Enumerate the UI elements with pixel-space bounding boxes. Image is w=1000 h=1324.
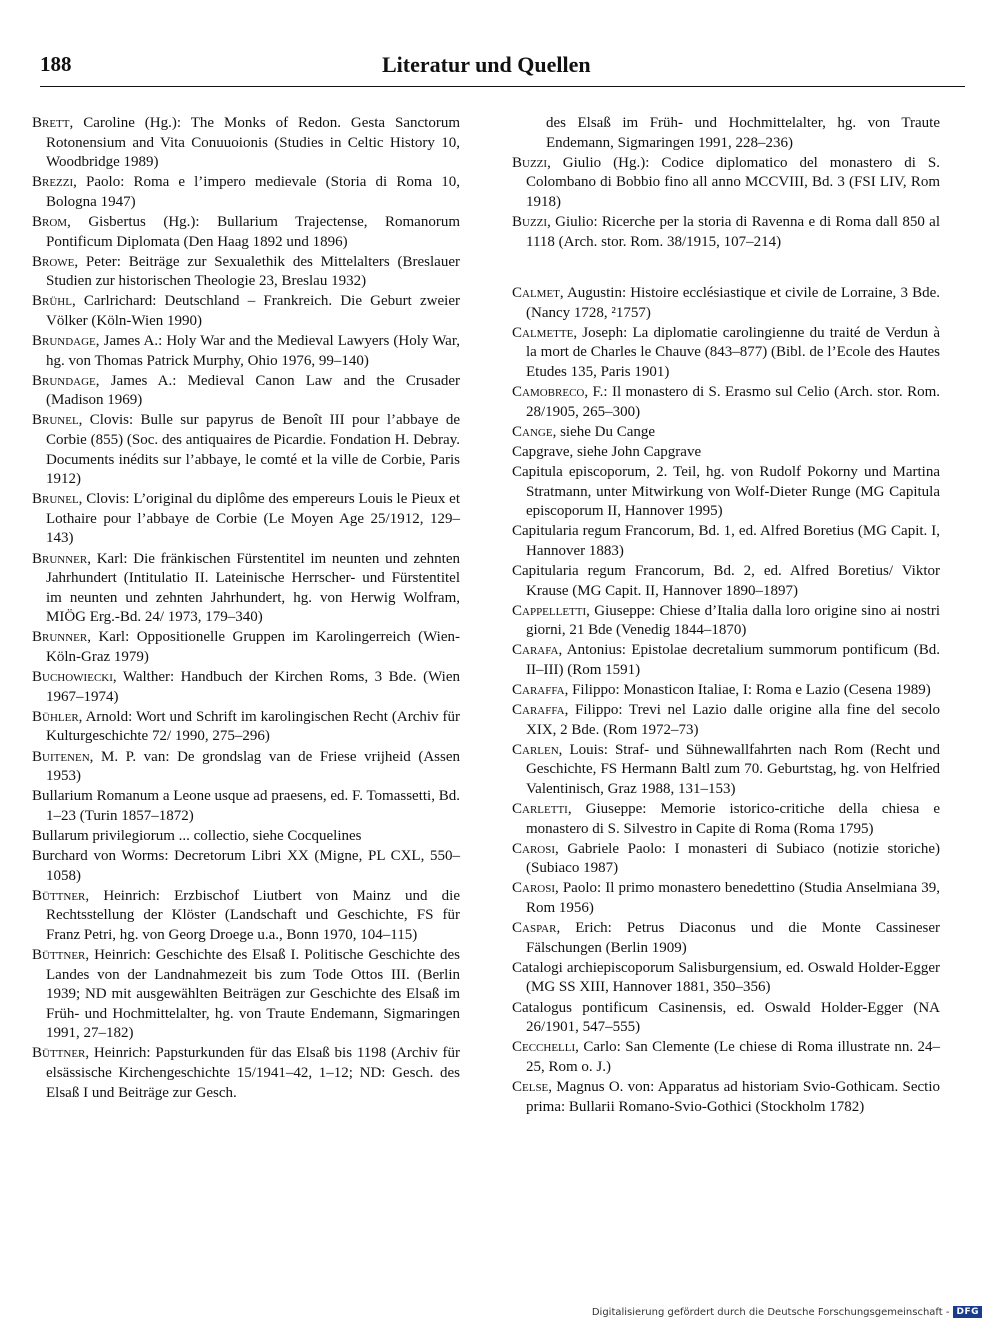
- bibliography-entry: [512, 741, 940, 800]
- bibliography-entry: [32, 887, 460, 946]
- entry-text: , Caroline (Hg.): The Monks of Redon. Gesta Sanctorum Rotonensium and Vita Conuuoionis (Studies in Celtic History 10, Woodbridge 1989): [46, 115, 460, 171]
- entry-text: Capitularia regum Francorum, Bd. 1, ed. Alfred Boretius (MG Capit. I, Hannover 1883): [512, 523, 940, 559]
- entry-text: , Karl: Oppositionelle Gruppen im Karolingerreich (Wien-Köln-Graz 1979): [46, 629, 460, 666]
- entry-author: Brunner: [32, 629, 88, 646]
- entry-text: , Erich: Petrus Diaconus und die Monte Cassineser Fälschungen (Berlin 1909): [526, 920, 940, 956]
- entry-text: , Magnus O. von: Apparatus ad historiam Svio-Gothicam. Sectio prima: Bullarii Romano-Svio-Gothici (Stockholm 1782): [526, 1078, 940, 1115]
- entry-text: , Antonius: Epistolae decretalium summorum pontificum (Bd. II–III) (Rom 1591): [526, 642, 940, 678]
- entry-author: Calmet: [512, 285, 560, 302]
- entry-text: Catalogus pontificum Casinensis, ed. Oswald Holder-Egger (NA 26/1901, 547–555): [512, 999, 940, 1036]
- bibliography-entry: [512, 463, 940, 522]
- bibliography-entry: [32, 411, 460, 489]
- entry-text: , F.: Il monastero di S. Erasmo sul Celio (Arch. stor. Rom. 28/1905, 265–300): [526, 384, 940, 420]
- entry-author: Brom: [32, 213, 68, 230]
- entry-author: Buzzi: [512, 154, 548, 171]
- entry-author: Brunel: [32, 412, 79, 429]
- bibliography-entry: [32, 827, 460, 847]
- bibliography-entry: [32, 668, 460, 707]
- entry-text: , Peter: Beiträge zur Sexualethik des Mittelalters (Breslauer Studien zur historischen Theologie 23, Breslau 1932): [46, 253, 460, 290]
- entry-author: Büttner: [32, 1045, 86, 1062]
- entry-author: Cecchelli: [512, 1039, 576, 1056]
- bibliography-entry: [32, 628, 460, 667]
- bibliography-entry: [32, 490, 460, 549]
- entry-text: , Heinrich: Erzbischof Liutbert von Mainz und die Rechtsstellung der Klöster (Landschaft und Geschichte, FS für Franz Petri, hg. von Georg Droege u.a., Bonn 1970, 104–115): [46, 887, 460, 943]
- entry-author: Büttner: [32, 946, 86, 963]
- entry-author: Bühler: [32, 708, 79, 725]
- bibliography-entry: [32, 173, 460, 212]
- entry-text: , Giuseppe: Chiese d’Italia dalla loro origine sino ai nostri giorni, 21 Bde (Venedig 1844–1870): [526, 602, 940, 639]
- bibliography-entry: [512, 641, 940, 680]
- page-header: [40, 52, 965, 87]
- entry-author: Brett: [32, 115, 70, 131]
- bibliography-entry: [512, 383, 940, 422]
- bibliography-entry: [32, 332, 460, 371]
- bibliography-entry: [32, 372, 460, 411]
- entry-author: Camobreco: [512, 384, 585, 401]
- bibliography-entry: [32, 708, 460, 747]
- bibliography-entry: [512, 114, 940, 153]
- entry-author: Caspar: [512, 920, 557, 937]
- bibliography-entry: [512, 423, 940, 443]
- entry-text: Capitula episcoporum, 2. Teil, hg. von Rudolf Pokorny und Martina Stratmann, unter Mitwirkung von Wolf-Dieter Runge (MG Capitula episcoporum II, Hannover 1995): [512, 464, 940, 520]
- entry-text: , Gabriele Paolo: I monasteri di Subiaco (notizie storiche) (Subiaco 1987): [526, 840, 940, 877]
- entry-author: Brezzi: [32, 174, 74, 191]
- entry-text: Burchard von Worms: Decretorum Libri XX (Migne, PL CXL, 550–1058): [32, 847, 460, 884]
- entry-text: , Carlrichard: Deutschland – Frankreich. Die Geburt zweier Völker (Köln-Wien 1990): [46, 293, 460, 329]
- entry-text: , James A.: Holy War and the Medieval Lawyers (Holy War, hg. von Thomas Patrick Murphy, Ohio 1976, 99–140): [46, 333, 460, 369]
- entry-author: Brühl: [32, 293, 72, 310]
- entry-author: Caraffa: [512, 702, 565, 719]
- footer: [592, 1306, 982, 1318]
- entry-text: , Giulio (Hg.): Codice diplomatico del monastero di S. Colombano di Bobbio fino all anno MCCVIII, Bd. 3 (FSI LIV, Rom 1918): [526, 154, 940, 210]
- bibliography-entry: [512, 602, 940, 641]
- entry-text: , Carlo: San Clemente (Le chiese di Roma illustrate nn. 24–25, Rom o. J.): [526, 1039, 940, 1075]
- bibliography-entry: [512, 800, 940, 839]
- entry-author: Celse: [512, 1078, 549, 1095]
- entry-text: Bullarum privilegiorum ... collectio, siehe Cocquelines: [32, 827, 362, 844]
- bibliography-entry: [32, 253, 460, 292]
- entry-text: , Augustin: Histoire ecclésiastique et civile de Lorraine, 3 Bde. (Nancy 1728, ²1757): [526, 285, 940, 321]
- bibliography-entry: [512, 213, 940, 252]
- bibliography-entry: [32, 114, 460, 173]
- entry-author: Calmette: [512, 324, 574, 341]
- entry-text: , siehe Du Cange: [552, 423, 656, 440]
- entry-text: , Filippo: Monasticon Italiae, I: Roma e Lazio (Cesena 1989): [564, 682, 931, 699]
- bibliography-entry: [512, 284, 940, 323]
- entry-author: Brundage: [32, 333, 96, 350]
- entry-text: des Elsaß im Früh- und Hochmittelalter, hg. von Traute Endemann, Sigmaringen 1991, 228–236): [546, 115, 940, 151]
- bibliography-entry: [512, 562, 940, 601]
- entry-author: Brunner: [32, 550, 88, 567]
- entry-author: Buitenen: [32, 748, 90, 765]
- entry-author: Carlen: [512, 741, 559, 758]
- bibliography-entry: [512, 840, 940, 879]
- bibliography-entry: [512, 324, 940, 383]
- entry-text: , Joseph: La diplomatie carolingienne du traité de Verdun à la mort de Charles le Chauve (843–877) (Bibl. de l’Ecole des Hautes Etudes 135, Paris 1901): [526, 324, 940, 381]
- bibliography-entry: [32, 748, 460, 787]
- entry-text: , Walther: Handbuch der Kirchen Roms, 3 Bde. (Wien 1967–1974): [46, 669, 460, 705]
- entry-author: Caraffa: [512, 682, 565, 699]
- footer-text: Digitalisierung gefördert durch die Deutsche Forschungsgemeinschaft -: [591, 1306, 950, 1318]
- entry-text: Capgrave, siehe John Capgrave: [512, 443, 702, 460]
- entry-author: Carosi: [512, 880, 556, 897]
- entry-text: , Giuseppe: Memorie istorico-critiche della chiesa e monastero di S. Silvestro in Capite di Roma (Roma 1795): [526, 801, 940, 837]
- entry-text: , Heinrich: Papsturkunden für das Elsaß bis 1198 (Archiv für elsässische Kirchengeschichte 15/1941–42, 1–12; ND: Gesch. des Elsaß I und Beiträge zur Gesch.: [46, 1045, 460, 1101]
- entry-text: , Heinrich: Geschichte des Elsaß I. Politische Geschichte des Landes von der Landnahmezeit bis zum Tode Ottos III. (Berlin 1939; ND mit ausgewählten Beiträgen zur Geschichte des Elsaß im Früh- und Hochmittelalter, hg. von Traute Endemann, Sigmaringen 1991, 27–182): [46, 946, 460, 1042]
- bibliography-entry: [512, 959, 940, 998]
- entry-text: , Karl: Die fränkischen Fürstentitel im neunten und zehnten Jahrhundert (Intitulatio II. Lateinische Herrscher- und Fürstentitel im neunten und zehnten Jahrhundert, hg. von Herwig Wolfram, MIÖG Erg.-Bd. 24/ 1973, 179–340): [46, 550, 460, 626]
- running-title: Literatur und Quellen: [382, 52, 591, 77]
- entry-text: , James A.: Medieval Canon Law and the Crusader (Madison 1969): [46, 372, 460, 409]
- entry-text: , Giulio: Ricerche per la storia di Ravenna e di Roma dall 850 al 1118 (Arch. stor. Rom. 38/1915, 107–214): [526, 213, 940, 250]
- entry-text: Capitularia regum Francorum, Bd. 2, ed. Alfred Boretius/ Viktor Krause (MG Capit. II, Hannover 1890–1897): [512, 562, 940, 599]
- dfg-logo: DFG: [953, 1306, 982, 1318]
- entry-text: , Arnold: Wort und Schrift im karolingischen Recht (Archiv für Kulturgeschichte 72/ 1990, 275–296): [46, 708, 460, 745]
- entry-text: , Gisbertus (Hg.): Bullarium Trajectense, Romanorum Pontificum Diplomata (Den Haag 1892 und 1896): [46, 213, 460, 250]
- entry-text: , Clovis: Bulle sur papyrus de Benoît III pour l’abbaye de Corbie (855) (Soc. des antiquaires de Picardie. Fondation H. Debray. Documents inédits sur l’abbaye, le comté et la ville de Corbie, Paris 1912): [46, 412, 460, 488]
- entry-text: , Paolo: Roma e l’impero medievale (Storia di Roma 10, Bologna 1947): [46, 174, 460, 210]
- entry-text: , Paolo: Il primo monastero benedettino (Studia Anselmiana 39, Rom 1956): [526, 880, 940, 917]
- bibliography-entry: [512, 1078, 940, 1117]
- entry-author: Buchowiecki: [32, 669, 113, 686]
- bibliography-entry: [32, 292, 460, 331]
- left-column: [32, 114, 460, 1104]
- entry-author: Carletti: [512, 801, 568, 818]
- entry-author: Buzzi: [512, 213, 548, 230]
- bibliography-entry: [512, 443, 940, 463]
- entry-author: Carafa: [512, 642, 559, 659]
- bibliography-entry: [32, 213, 460, 252]
- bibliography-entry: [512, 879, 940, 918]
- entry-author: Brunel: [32, 491, 79, 508]
- right-column: [512, 114, 940, 1118]
- entry-author: Carosi: [512, 840, 556, 857]
- page-number: 188: [40, 52, 72, 76]
- entry-text: Catalogi archiepiscoporum Salisburgensium, ed. Oswald Holder-Egger (MG SS XIII, Hannover 1881, 350–356): [512, 959, 940, 996]
- entry-text: , Filippo: Trevi nel Lazio dalle origine alla fine del secolo XIX, 2 Bde. (Rom 1972–73): [526, 702, 940, 738]
- bibliography-entry: [32, 550, 460, 628]
- bibliography-entry: [512, 681, 940, 701]
- bibliography-entry: [512, 154, 940, 213]
- entry-author: Büttner: [32, 887, 86, 904]
- entry-text: , Louis: Straf- und Sühnewallfahrten nach Rom (Recht und Geschichte, FS Hermann Baltl zum 70. Geburtstag, hg. von Helfried Valentinisch, Graz 1988, 131–153): [526, 741, 940, 797]
- entry-author: Browe: [32, 253, 75, 270]
- bibliography-entry: [512, 999, 940, 1038]
- bibliography-entry: [32, 787, 460, 826]
- bibliography-entry: [512, 701, 940, 740]
- entry-text: , M. P. van: De grondslag van de Friese vrijheid (Assen 1953): [46, 748, 460, 785]
- entry-author: Cappelletti: [512, 602, 587, 619]
- entry-text: Bullarium Romanum a Leone usque ad praesens, ed. F. Tomassetti, Bd. 1–23 (Turin 1857–1872): [32, 788, 460, 824]
- entry-text: , Clovis: L’original du diplôme des empereurs Louis le Pieux et Lothaire pour l’abbaye de Corbie (Le Moyen Age 25/1912, 129–143): [46, 491, 460, 547]
- bibliography-entry: [512, 522, 940, 561]
- bibliography-entry: [32, 946, 460, 1044]
- bibliography-entry: [512, 1038, 940, 1077]
- bibliography-entry: [32, 847, 460, 886]
- entry-author: Brundage: [32, 372, 96, 389]
- bibliography-entry: [32, 1044, 460, 1103]
- entry-author: Cange: [512, 423, 553, 440]
- bibliography-entry: [512, 919, 940, 958]
